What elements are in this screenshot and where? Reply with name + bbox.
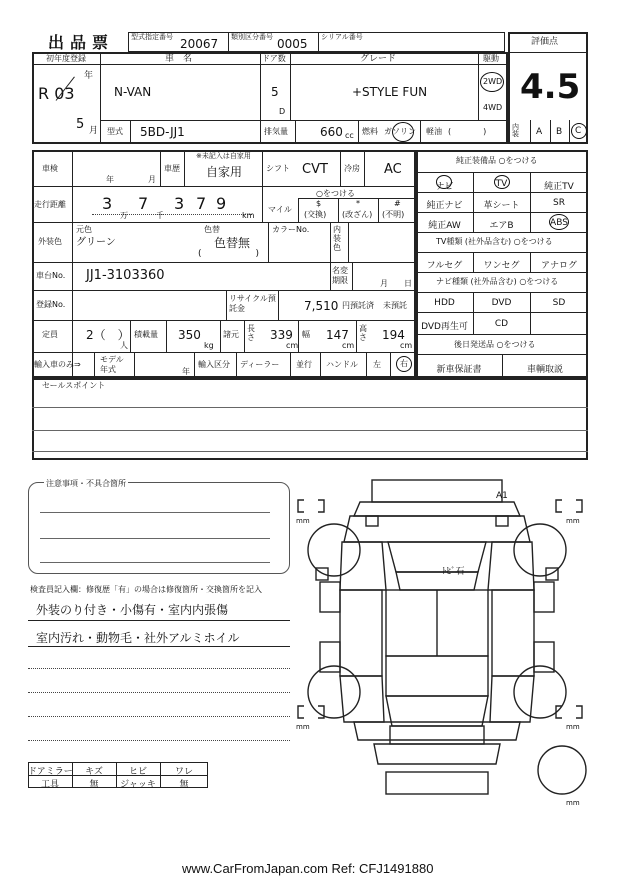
handle-left: 左 [373, 360, 381, 369]
drive-2wd: 2WD [483, 77, 503, 86]
later-shipping-title: 後日発送品 ○をつける [454, 340, 536, 349]
recycle-status: 円預託済 [342, 301, 374, 310]
original-color-label: 元色 [76, 225, 92, 234]
fuel-value: ガソリン [384, 127, 416, 136]
mileage-digit-1: 3 [102, 194, 113, 213]
mileage-digit-3: 3 [174, 194, 185, 213]
mileage-label: 走行距離 [34, 200, 66, 209]
equip-genuine-aw: 純正AW [428, 221, 461, 231]
car-damage-diagram [290, 472, 600, 812]
interior-label: 内装 [512, 123, 519, 138]
opt1-symbol: $ [316, 199, 322, 208]
main-info-box [32, 150, 416, 378]
sales-point-label: セールスポイント [42, 381, 106, 390]
mileage-digit-5: 9 [216, 194, 227, 213]
repaint-paren: ( ) [198, 249, 260, 259]
equip-leather: 革シート [483, 201, 520, 211]
capacity-unit: 人 [120, 341, 128, 350]
shift-value: CVT [302, 162, 328, 177]
equip-genuine-navi: 純正ナビ [426, 201, 463, 211]
interior-color-label: 内装色 [333, 225, 341, 252]
navi-dvd: DVD [491, 298, 512, 308]
notes-line-2: 室内汚れ・動物毛・社外アルミホイル [36, 631, 240, 645]
equipment-title: 純正装備品 ○をつける [456, 156, 538, 165]
grade-label: グレード [360, 54, 397, 64]
load-label: 積載量 [134, 330, 158, 339]
model-label: 型式 [107, 127, 123, 136]
opt1-text: (交換) [304, 210, 327, 219]
wheel-spare [538, 746, 586, 794]
wheel-front-left [308, 524, 360, 576]
aircon-label: 冷房 [344, 164, 360, 173]
equip-tv: TV [495, 179, 508, 189]
legend-tools: 工具 [40, 780, 59, 790]
notes-line-1: 外装のり付き・小傷有・室内内張傷 [36, 603, 229, 617]
wheel-rear-right [514, 666, 566, 718]
wheel-rear-left [308, 666, 360, 718]
name-change-day: 日 [404, 279, 412, 288]
first-reg-month-unit: 月 [89, 126, 99, 136]
import-type-label: 輸入区分 [198, 360, 230, 369]
height-label: 高さ [359, 324, 367, 342]
doors-label: ドア数 [262, 54, 286, 63]
category-label: 類別区分番号 [231, 33, 273, 41]
notes-box [28, 479, 290, 574]
navi-type-title: ナビ種類 (社外品含む) ○をつける [436, 277, 559, 286]
drive-4wd: 4WD [483, 103, 503, 112]
mm-label-rr: mm [566, 723, 580, 731]
width-unit: cm [342, 341, 355, 350]
drive-label: 駆動 [483, 54, 499, 63]
shift-label: シフト [266, 164, 290, 173]
recycle-not: 未預託 [383, 301, 407, 310]
fuel-label: 燃料 [362, 127, 378, 136]
history-value: 自家用 [206, 165, 243, 179]
original-color-value: グリーン [76, 237, 116, 248]
recycle-label: リサイクル預託金 [229, 294, 276, 313]
aircon-value: AC [384, 162, 402, 177]
repaint-value: 色替無 [214, 236, 251, 250]
opt2-text: (改ざん) [342, 210, 373, 219]
sales-point-box [32, 378, 588, 460]
equip-sr: SR [553, 198, 565, 208]
equip-navi: ナビ [435, 182, 454, 192]
notes-label: 注意事項・不具合箇所 [46, 479, 126, 488]
load-unit: kg [204, 341, 214, 350]
tv-fullseg: フルセグ [426, 261, 463, 271]
mm-label-spare: mm [566, 799, 580, 807]
length-value: 339 [270, 328, 293, 342]
navi-hdd: HDD [434, 298, 455, 308]
color-no-label: カラーNo. [272, 225, 310, 234]
navi-cd: CD [494, 319, 509, 329]
handle-label: ハンドル [326, 360, 358, 369]
mileage-unit-km: km [242, 211, 255, 220]
tv-oneseg: ワンセグ [483, 261, 520, 271]
doors-value: 5 [271, 85, 279, 99]
serial-label: シリアル番号 [321, 33, 363, 41]
import-year-unit: 年 [182, 367, 190, 376]
legend-jack-value: 無 [179, 780, 189, 790]
first-reg-era: R 03 [38, 84, 75, 103]
opt3-symbol: # [394, 199, 401, 208]
repaint-label: 色替 [204, 225, 220, 234]
wheel-front-right [514, 524, 566, 576]
opt3-text: (不明) [382, 210, 405, 219]
shaken-label: 車検 [42, 164, 58, 173]
displacement-label: 排気量 [264, 127, 288, 136]
interior-b: B [556, 127, 563, 137]
interior-c: C [575, 126, 582, 136]
name-change-month: 月 [380, 279, 388, 288]
opt2-symbol: * [356, 199, 360, 208]
footer-reference: www.CarFromJapan.com Ref: CFJ1491880 [182, 861, 434, 876]
legend-tools-value: 無 [89, 780, 99, 790]
navi-dvd-play: DVD再生可 [421, 322, 468, 332]
mileage-unit-sen: 千 [156, 211, 164, 220]
tv-type-title: TV種類 (社外品含む) ○をつける [436, 237, 553, 246]
width-label: 幅 [302, 330, 310, 339]
first-reg-month: 5 [76, 117, 85, 132]
later-manual: 車輌取説 [526, 365, 563, 375]
later-warranty: 新車保証書 [436, 365, 482, 375]
chassis-value: JJ1-3103360 [86, 268, 165, 283]
registration-label: 登録No. [36, 300, 66, 309]
legend-jack: ジャッキ [120, 780, 156, 790]
mm-label-rl: mm [296, 723, 310, 731]
length-unit: cm [286, 341, 299, 350]
parallel-label: 並行 [296, 360, 312, 369]
height-value: 194 [382, 328, 405, 342]
legend-h-crack: ヒビ [128, 767, 147, 777]
length-label: 長さ [247, 324, 255, 342]
name-change-label: 名変期限 [332, 266, 348, 285]
mm-label-fl: mm [296, 517, 310, 525]
chassis-label: 車台No. [36, 271, 66, 280]
damage-mark-chip: ﾄﾋﾞ石 [442, 567, 465, 577]
tv-analog: アナログ [540, 261, 577, 271]
model-designation-label: 型式指定番号 [131, 33, 173, 41]
legend-h-break: ワレ [174, 767, 193, 777]
capacity-label: 定員 [42, 330, 58, 339]
width-value: 147 [326, 328, 349, 342]
mile-label: マイル [268, 205, 292, 214]
shaken-year-unit: 年 [106, 175, 114, 184]
light-oil-paren: ( ) [448, 127, 487, 136]
load-value: 350 [178, 328, 201, 342]
mm-label-fr: mm [566, 517, 580, 525]
light-oil-label: 軽油 [426, 127, 442, 136]
dims-label: 諸元 [223, 330, 239, 339]
roof-front-outline [372, 480, 502, 502]
import-only-label: 輸入車のみ⇒ [34, 360, 81, 369]
exterior-color-label: 外装色 [38, 237, 62, 246]
equip-airbag: エアB [489, 221, 514, 231]
damage-mark-a1: A1 [496, 491, 508, 501]
legend-h-door-mirror: ドアミラー [28, 767, 73, 777]
doors-sub: D [279, 107, 286, 116]
history-label: 車歴 [164, 164, 180, 173]
model-value: 5BD-JJ1 [140, 125, 185, 139]
legend-h-scratch: キズ [85, 767, 103, 777]
inspector-note-label: 検査員記入欄：修復歴「有」の場合は修復箇所・交換箇所を記入 [30, 585, 262, 594]
dealer-label: ディーラー [240, 360, 280, 369]
mileage-unit-man: 万 [120, 211, 128, 220]
mileage-circle-note: ○をつける [316, 189, 355, 198]
model-designation-value: 20067 [180, 37, 219, 51]
equip-genuine-tv: 純正TV [544, 182, 574, 192]
score-value: 4.5 [520, 67, 581, 107]
recycle-value: 7,510 [304, 299, 339, 313]
car-name-value: N-VAN [114, 85, 152, 99]
navi-sd: SD [552, 298, 566, 308]
equip-abs: ABS [550, 218, 568, 228]
score-label: 評価点 [531, 37, 559, 47]
category-value: 0005 [277, 37, 308, 51]
capacity-value: 2（ ） [86, 328, 130, 342]
shaken-month-unit: 月 [148, 175, 156, 184]
first-reg-label: 初年度登録 [46, 54, 86, 63]
car-name-label: 車 名 [165, 54, 193, 64]
sheet-title: 出品票 [48, 33, 115, 52]
interior-a: A [536, 127, 543, 137]
first-reg-year-unit: 年 [84, 71, 94, 81]
mileage-digit-2: 7 [138, 194, 149, 213]
displacement-value: 660 [320, 125, 343, 139]
history-note: ※未記入は自家用 [196, 152, 251, 160]
model-year-label: モデル年式 [100, 355, 124, 374]
height-unit: cm [400, 341, 413, 350]
displacement-unit: cc [345, 131, 354, 140]
handle-right: 右 [400, 359, 408, 368]
mileage-digit-4: 7 [196, 194, 207, 213]
grade-value: +STYLE FUN [352, 85, 428, 99]
